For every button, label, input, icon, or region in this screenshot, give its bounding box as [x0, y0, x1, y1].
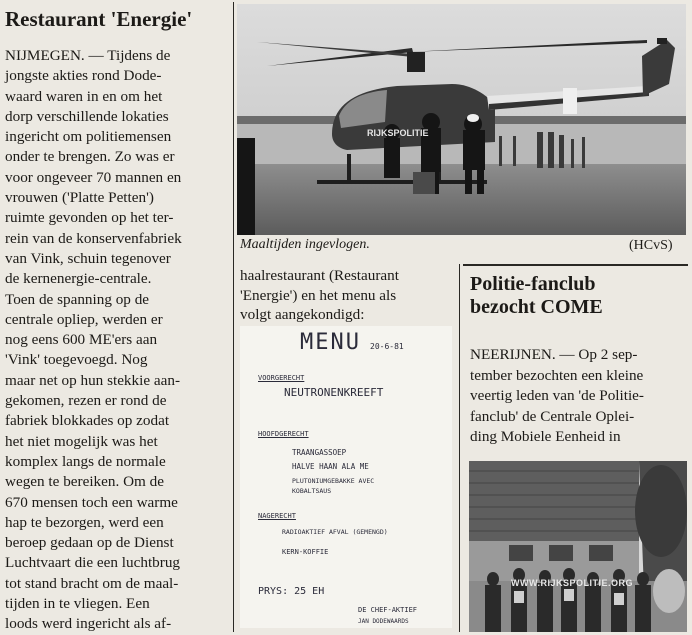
text-line: tot stand bracht om de maal-	[5, 574, 179, 592]
text-line: 'Energie') en het menu als	[240, 286, 397, 304]
text-line: hap te bezorgen, werd een	[5, 513, 164, 531]
menu-item: PLUTONIUMGEBAKKE AVEC KOBALTSAUS	[292, 477, 375, 495]
helicopter-illustration	[237, 4, 686, 235]
menu-signature: JAN DODEWAARDS	[358, 618, 409, 625]
menu-price: PRYS: 25 EH	[258, 586, 325, 597]
group-illustration	[469, 461, 687, 632]
article-body-column-2	[240, 266, 456, 325]
text-line: ruimte gevonden op het ter-	[5, 209, 174, 227]
watermark: WWW.RIJKSPOLITIE.ORG	[511, 578, 633, 588]
text-line: gekomen, rezen er rond de	[5, 392, 167, 410]
text-line: Luchtvaart die een luchtbrug	[5, 554, 181, 572]
text-line: dorp verschillende lokaties	[5, 107, 169, 125]
text-line: het niet mogelijk was het	[5, 432, 158, 450]
menu-section-heading: HOOFDGERECHT	[258, 430, 309, 438]
text-line: voor ongeveer 70 mannen en	[5, 168, 182, 186]
menu-item: HALVE HAAN ALA ME	[292, 462, 369, 471]
article-2-headline	[470, 273, 603, 319]
section-rule	[463, 264, 688, 266]
menu-item: KERN-KOFFIE	[282, 548, 329, 556]
text-line: van Vink, schuin tegenover	[5, 249, 171, 267]
text-line: ingericht om politiemensen	[5, 128, 172, 146]
text-line: fanclub' de Centrale Oplei-	[470, 407, 635, 425]
helicopter-marking: RIJKSPOLITIE	[367, 128, 429, 138]
text-line: NEERIJNEN. — Op 2 sep-	[470, 346, 638, 363]
text-line: wegen te bereiken. Om de	[5, 473, 164, 491]
photo-credit: (HCvS)	[629, 238, 673, 253]
helicopter-photo	[237, 4, 686, 235]
menu-item: NEUTRONENKREEFT	[284, 386, 384, 399]
text-line: maar net op hun stekkie aan-	[5, 371, 181, 389]
text-line: nog eens 600 ME'ers aan	[5, 331, 158, 349]
article-headline: Restaurant 'Energie'	[5, 7, 193, 31]
text-line: jongste akties rond Dode-	[5, 67, 162, 85]
menu-item: RADIOAKTIEF AFVAL (GEMENGD)	[282, 528, 388, 536]
headline-line: bezocht COME	[470, 296, 603, 318]
text-line: centrale opliep, werden er	[5, 310, 163, 328]
text-line: rein van de konservenfabriek	[5, 229, 182, 247]
menu-date: 20-6-81	[370, 342, 404, 351]
photo-caption: Maaltijden ingevlogen.	[240, 237, 370, 252]
text-line: 'Vink' toegevoegd. Nog	[5, 351, 148, 369]
menu-section-heading: NAGERECHT	[258, 512, 296, 520]
article-body-column-1	[5, 46, 229, 635]
text-line: tember bezochten een kleine	[470, 366, 644, 384]
headline-line: Politie-fanclub	[470, 273, 596, 295]
text-line: vrouwen ('Platte Petten')	[5, 189, 154, 207]
text-line: ding Mobiele Eenheid in	[470, 428, 621, 445]
text-line: Toen de spanning op de	[5, 290, 150, 308]
menu-section-heading: VOORGERECHT	[258, 374, 305, 382]
text-line: komplex langs de normale	[5, 452, 166, 470]
text-line: beroep gedaan op de Dienst	[5, 534, 174, 552]
text-line: NIJMEGEN. — Tijdens de	[5, 47, 171, 64]
text-line: waard waren in en om het	[5, 87, 163, 105]
text-line: veertig leden van 'de Politie-	[470, 387, 644, 404]
text-line: loods werd ingericht als af-	[5, 615, 172, 633]
menu-item: TRAANGASSOEP	[292, 448, 347, 457]
group-photo	[469, 461, 687, 632]
text-line: fabriek blokkades op zodat	[5, 412, 170, 430]
text-line: 670 mensen toch een warme	[5, 493, 178, 511]
text-line: volgt aangekondigd:	[240, 306, 365, 323]
text-line: onder te brengen. Zo was er	[5, 148, 175, 166]
menu-signature: DE CHEF-AKTIEF	[358, 606, 418, 614]
text-line: haalrestaurant (Restaurant	[240, 267, 399, 284]
menu-title: MENU	[300, 330, 361, 355]
text-line: tijden in te vliegen. Een	[5, 595, 150, 613]
article-2-body	[470, 345, 685, 448]
text-line: de kernenergie-centrale.	[5, 270, 152, 288]
menu-card-photo	[240, 326, 452, 628]
column-rule-left	[233, 2, 234, 632]
column-rule-right	[459, 264, 460, 632]
